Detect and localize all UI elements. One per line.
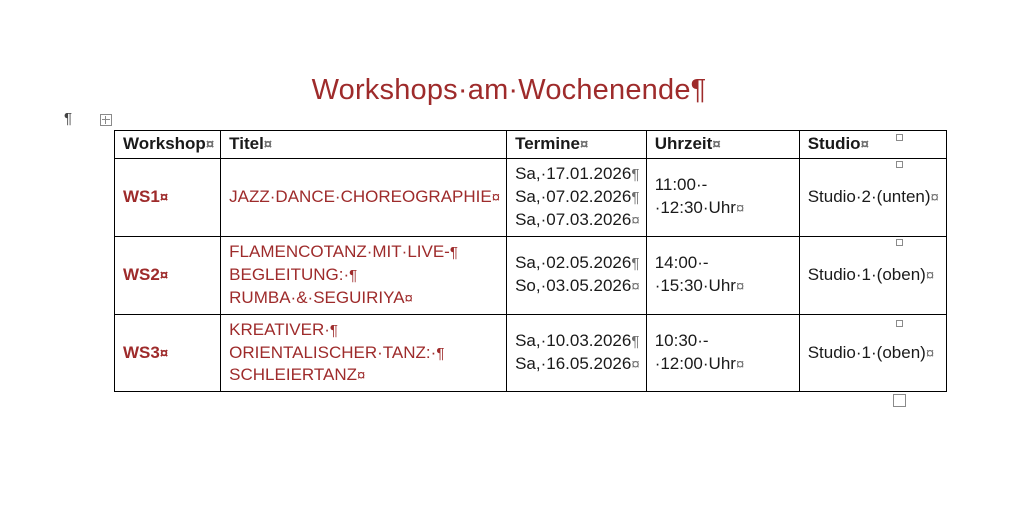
title-line: [229, 342, 500, 365]
time-text: 11:00·-·12:30·Uhr: [654, 175, 736, 218]
cell-end-mark: ¤: [263, 136, 273, 153]
header-label: Uhrzeit: [654, 134, 713, 153]
header-label: Workshop: [123, 134, 206, 153]
title-line-text: BEGLEITUNG:·: [229, 264, 350, 284]
studio-text: Studio·1·(oben): [807, 264, 926, 284]
table-header-titel: [221, 131, 507, 159]
title-line-text: KREATIVER·: [229, 319, 330, 339]
row-handle[interactable]: [896, 239, 903, 246]
cell-end-mark: ¤: [205, 136, 215, 153]
cell-time: [646, 158, 799, 236]
cell-end-mark: ¤: [357, 367, 366, 385]
paragraph-mark: ¶: [329, 321, 338, 339]
row-handle[interactable]: [896, 320, 903, 327]
cell-end-mark: ¤: [631, 211, 640, 229]
workshop-id-text: WS3: [123, 342, 160, 362]
cell-time: [646, 314, 799, 392]
time-text: 14:00·-·15:30·Uhr: [654, 253, 736, 296]
date-text: So,·03.05.2026: [515, 276, 632, 296]
table-header-studio: [799, 131, 946, 159]
title-line: [229, 241, 500, 264]
date-line: [515, 209, 640, 232]
cell-studio: [799, 314, 946, 392]
row-handle[interactable]: [896, 134, 903, 141]
cell-end-mark: ¤: [404, 289, 413, 307]
paragraph-mark: ¶: [631, 255, 640, 273]
paragraph-mark: ¶: [631, 165, 640, 183]
cell-studio: [799, 158, 946, 236]
cell-title: [221, 236, 507, 314]
header-label: Studio: [807, 134, 861, 153]
title-line-text: JAZZ·DANCE·CHOREOGRAPHIE: [229, 186, 492, 206]
title-line: [229, 319, 500, 342]
cell-end-mark: ¤: [925, 344, 935, 362]
table-row: [115, 158, 947, 236]
cell-dates: [507, 236, 647, 314]
table-header-termine: [507, 131, 647, 159]
title-line: [229, 264, 500, 287]
workshops-table: [114, 130, 947, 392]
date-line: [515, 186, 640, 209]
paragraph-mark: ¶: [349, 266, 358, 284]
cell-end-mark: ¤: [579, 136, 589, 153]
cell-title: [221, 158, 507, 236]
table-header-uhrzeit: [646, 131, 799, 159]
cell-end-mark: ¤: [735, 278, 745, 296]
date-text: Sa,·17.01.2026: [515, 163, 632, 183]
cell-end-mark: ¤: [159, 344, 169, 362]
studio-text: Studio·2·(unten): [807, 186, 931, 206]
table-header-workshop: [115, 131, 221, 159]
title-line: [229, 364, 500, 387]
paragraph-mark: ¶: [631, 333, 640, 351]
row-handle[interactable]: [896, 161, 903, 168]
cell-end-mark: ¤: [860, 136, 869, 153]
cell-end-mark: ¤: [159, 188, 169, 206]
header-label: Termine: [515, 134, 580, 153]
cell-end-mark: ¤: [735, 355, 745, 373]
cell-time: [646, 236, 799, 314]
date-text: Sa,·16.05.2026: [515, 353, 632, 373]
cell-end-mark: ¤: [712, 136, 721, 153]
paragraph-mark: ¶: [631, 188, 640, 206]
cell-end-mark: ¤: [735, 200, 745, 218]
date-text: Sa,·02.05.2026: [515, 253, 632, 273]
cell-workshop-id: [115, 236, 221, 314]
page-title: [114, 74, 904, 107]
date-line: [515, 252, 640, 275]
title-pilcrow-mark: ¶: [690, 74, 707, 106]
table-header-row: [115, 131, 947, 159]
paragraph-mark: ¶: [436, 344, 445, 362]
date-text: Sa,·07.02.2026: [515, 186, 632, 206]
cell-workshop-id: [115, 158, 221, 236]
date-text: Sa,·10.03.2026: [515, 331, 632, 351]
cell-title: [221, 314, 507, 392]
cell-end-mark: ¤: [491, 188, 501, 206]
cell-end-mark: ¤: [631, 278, 640, 296]
date-line: [515, 353, 640, 376]
cell-studio: [799, 236, 946, 314]
title-line-text: FLAMENCOTANZ·MIT·LIVE-: [229, 241, 450, 261]
cell-dates: [507, 158, 647, 236]
workshop-id-text: WS2: [123, 264, 160, 284]
date-line: [515, 275, 640, 298]
table-move-handle[interactable]: [100, 114, 112, 126]
time-text: 10:30·-·12:00·Uhr: [654, 331, 736, 373]
cell-dates: [507, 314, 647, 392]
cell-workshop-id: [115, 314, 221, 392]
paragraph-mark: ¶: [449, 243, 458, 261]
date-text: Sa,·07.03.2026: [515, 209, 632, 229]
date-line: [515, 163, 640, 186]
studio-text: Studio·1·(oben): [807, 342, 926, 362]
title-line-text: RUMBA·&·SEGUIRIYA: [229, 287, 405, 307]
title-line-text: ORIENTALISCHER·TANZ:·: [229, 342, 437, 362]
title-line: [229, 287, 500, 310]
page-title-text: Workshops·am·Wochenende: [311, 74, 691, 106]
title-line-text: SCHLEIERTANZ: [229, 365, 357, 385]
table-row: [115, 236, 947, 314]
cell-end-mark: ¤: [631, 355, 640, 373]
date-line: [515, 330, 640, 353]
title-line: [229, 186, 500, 209]
workshop-id-text: WS1: [123, 186, 160, 206]
cell-end-mark: ¤: [159, 266, 169, 284]
table-row: [115, 314, 947, 392]
cell-end-mark: ¤: [925, 266, 935, 284]
cell-end-mark: ¤: [930, 188, 939, 206]
table-resize-handle[interactable]: [893, 394, 906, 407]
margin-paragraph-mark: ¶: [64, 110, 73, 127]
header-label: Titel: [229, 134, 264, 153]
